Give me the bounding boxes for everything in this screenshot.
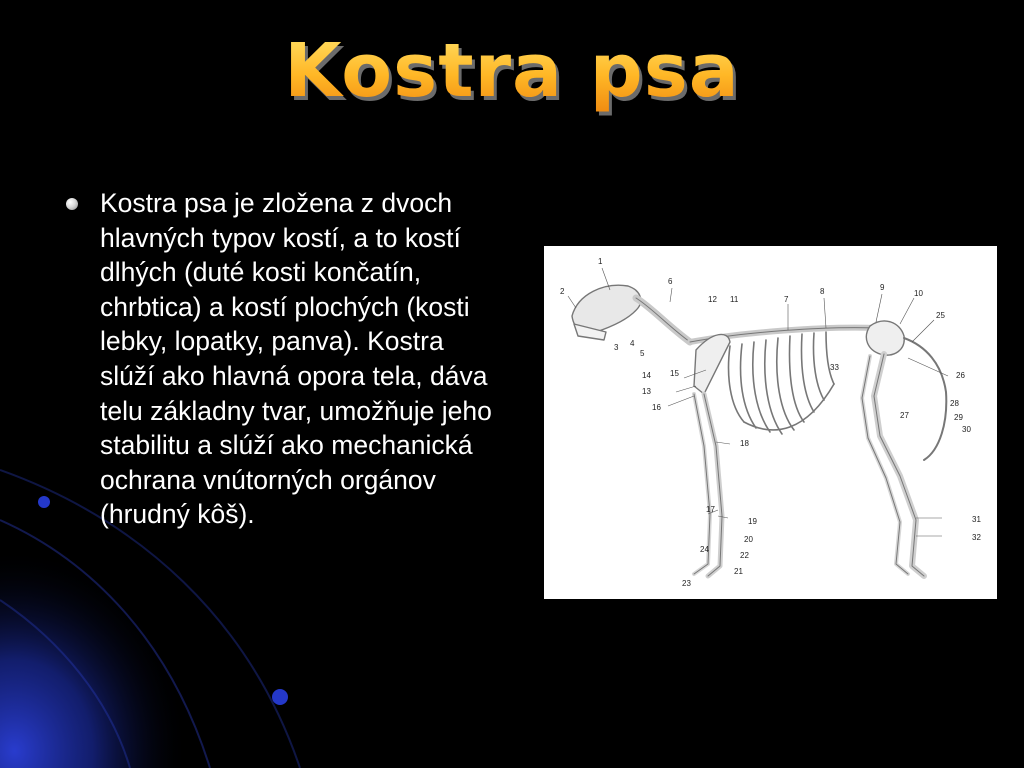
skeleton-label: 33 — [830, 363, 839, 372]
skeleton-label: 20 — [744, 535, 753, 544]
skeleton-label: 25 — [936, 311, 945, 320]
skeleton-label: 12 — [708, 295, 717, 304]
skeleton-label: 1 — [598, 257, 603, 266]
skeleton-label: 16 — [652, 403, 661, 412]
skeleton-label: 27 — [900, 411, 909, 420]
slide-title: Kostra psa — [0, 28, 1024, 114]
skeleton-label: 2 — [560, 287, 565, 296]
skeleton-label: 11 — [730, 295, 739, 304]
bullet-list — [62, 186, 502, 532]
skeleton-label: 4 — [630, 339, 635, 348]
skeleton-label: 24 — [700, 545, 709, 554]
skeleton-label: 17 — [706, 505, 715, 514]
skeleton-label: 21 — [734, 567, 743, 576]
dog-skeleton-figure — [544, 246, 997, 599]
skeleton-label: 9 — [880, 283, 885, 292]
skeleton-label: 18 — [740, 439, 749, 448]
skeleton-label: 3 — [614, 343, 619, 352]
skeleton-label: 8 — [820, 287, 825, 296]
skeleton-label: 32 — [972, 533, 981, 542]
skeleton-label: 23 — [682, 579, 691, 588]
dog-skeleton-illustration — [544, 246, 997, 599]
skeleton-label: 13 — [642, 387, 651, 396]
skeleton-label: 14 — [642, 371, 651, 380]
bullet-text: Kostra psa je zložena z dvoch hlavných typov kostí, a to kostí dlhých (duté kosti končatín, chrbtica) a kostí plochých (kosti lebky, lopatky, panva). Kostra slúží ako hlavná opora tela, dáva telu základny tvar, umožňuje jeho stabilitu a slúží ako mechanická ochrana vnútorných orgánov (hrudný kôš). — [100, 188, 492, 530]
skeleton-label: 22 — [740, 551, 749, 560]
skeleton-label: 31 — [972, 515, 981, 524]
skeleton-label: 29 — [954, 413, 963, 422]
skeleton-label: 10 — [914, 289, 923, 298]
skeleton-label: 15 — [670, 369, 679, 378]
skeleton-label: 7 — [784, 295, 789, 304]
skeleton-label: 6 — [668, 277, 673, 286]
bullet-dot-icon — [66, 198, 78, 210]
skeleton-label: 26 — [956, 371, 965, 380]
bullet-item — [62, 186, 502, 532]
skeleton-label: 5 — [640, 349, 645, 358]
skeleton-label: 19 — [748, 517, 757, 526]
skeleton-label: 28 — [950, 399, 959, 408]
skeleton-label: 30 — [962, 425, 971, 434]
